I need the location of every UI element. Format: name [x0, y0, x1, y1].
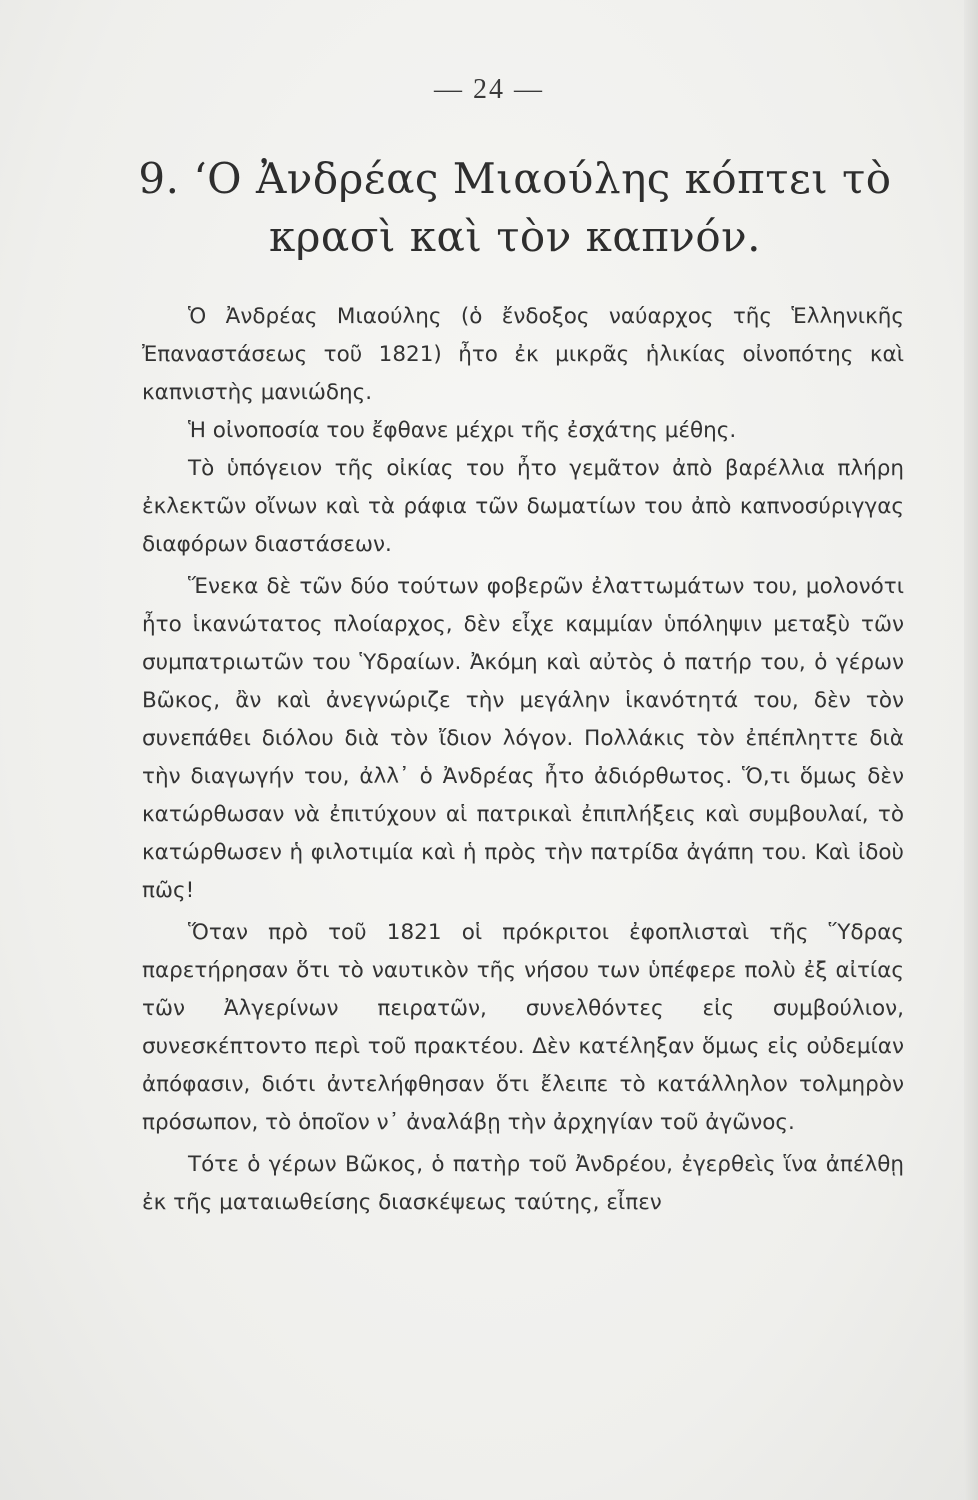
- paragraph-2: Ἡ οἰνοποσία του ἔφθανε μέχρι τῆς ἐσχάτης μέθης.: [188, 418, 737, 443]
- paragraph-6: Τότε ὁ γέρων Βῶκος, ὁ πατὴρ τοῦ Ἀνδρέου, ἐγερθεὶς ἵνα ἀπέλθῃ ἐκ τῆς ματαιωθείσης διασκέψεως ταύτης, εἶπεν: [142, 1152, 904, 1215]
- page-edge-shadow: [964, 0, 978, 1500]
- paragraph-1: Ὁ Ἀνδρέας Μιαούλης (ὁ ἔνδοξος ναύαρχος τῆς Ἑλληνικῆς Ἐπαναστάσεως τοῦ 1821) ἦτο ἐκ μικρᾶς ἡλικίας οἰνοπότης καὶ καπνιστὴς μανιώδης.: [142, 304, 904, 405]
- paragraph-5: Ὅταν πρὸ τοῦ 1821 οἱ πρόκριτοι ἐφοπλισταὶ τῆς Ὕδρας παρετήρησαν ὅτι τὸ ναυτικὸν τῆς νήσου των ὑπέφερε πολὺ ἐξ αἰτίας τῶν Ἀλγερίνων πειρατῶν, συνελθόντες εἰς συμβούλιον, συνεσκέπτοντο περὶ τοῦ πρακτέου. Δὲν κατέληξαν ὅμως εἰς οὐδεμίαν ἀπόφασιν, διότι ἀντελήφθησαν ὅτι ἔλειπε τὸ κατάλληλον τολμηρὸν πρόσωπον, τὸ ὁποῖον ν᾽ ἀναλάβῃ τὴν ἀρχηγίαν τοῦ ἀγῶνος.: [142, 920, 904, 1135]
- body-text: [142, 298, 904, 1222]
- paragraph-4: Ἕνεκα δὲ τῶν δύο τούτων φοβερῶν ἐλαττωμάτων του, μολονότι ἦτο ἱκανώτατος πλοίαρχος, δὲν εἶχε καμμίαν ὑπόληψιν μεταξὺ τῶν συμπατριωτῶν του Ὑδραίων. Ἀκόμη καὶ αὐτὸς ὁ πατήρ του, ὁ γέρων Βῶκος, ἂν καὶ ἀνεγνώριζε τὴν μεγάλην ἱκανότητά του, δὲν τὸν συνεπάθει διόλου διὰ τὸν ἴδιον λόγον. Πολλάκις τὸν ἐπέπληττε διὰ τὴν διαγωγήν του, ἀλλ᾽ ὁ Ἀνδρέας ἦτο ἀδιόρθωτος. Ὅ,τι ὅμως δὲν κατώρθωσαν νὰ ἐπιτύχουν αἱ πατρικαὶ ἐπιπλήξεις καὶ συμβουλαί, τὸ κατώρθωσεν ἡ φιλοτιμία καὶ ἡ πρὸς τὴν πατρίδα ἀγάπη του. Καὶ ἰδοὺ πῶς!: [142, 574, 904, 903]
- chapter-title: 9. ‘Ο Ἀνδρέας Μιαούλης κόπτει τὸ κρασὶ καὶ τὸν καπνόν.: [138, 154, 892, 261]
- page-number: — 24 —: [434, 74, 544, 105]
- paragraph-3: Τὸ ὑπόγειον τῆς οἰκίας του ἦτο γεμᾶτον ἀπὸ βαρέλλια πλήρη ἐκλεκτῶν οἴνων καὶ τὰ ράφια τῶν δωματίων του ἀπὸ καπνοσύριγγας διαφόρων διαστάσεων.: [142, 456, 904, 557]
